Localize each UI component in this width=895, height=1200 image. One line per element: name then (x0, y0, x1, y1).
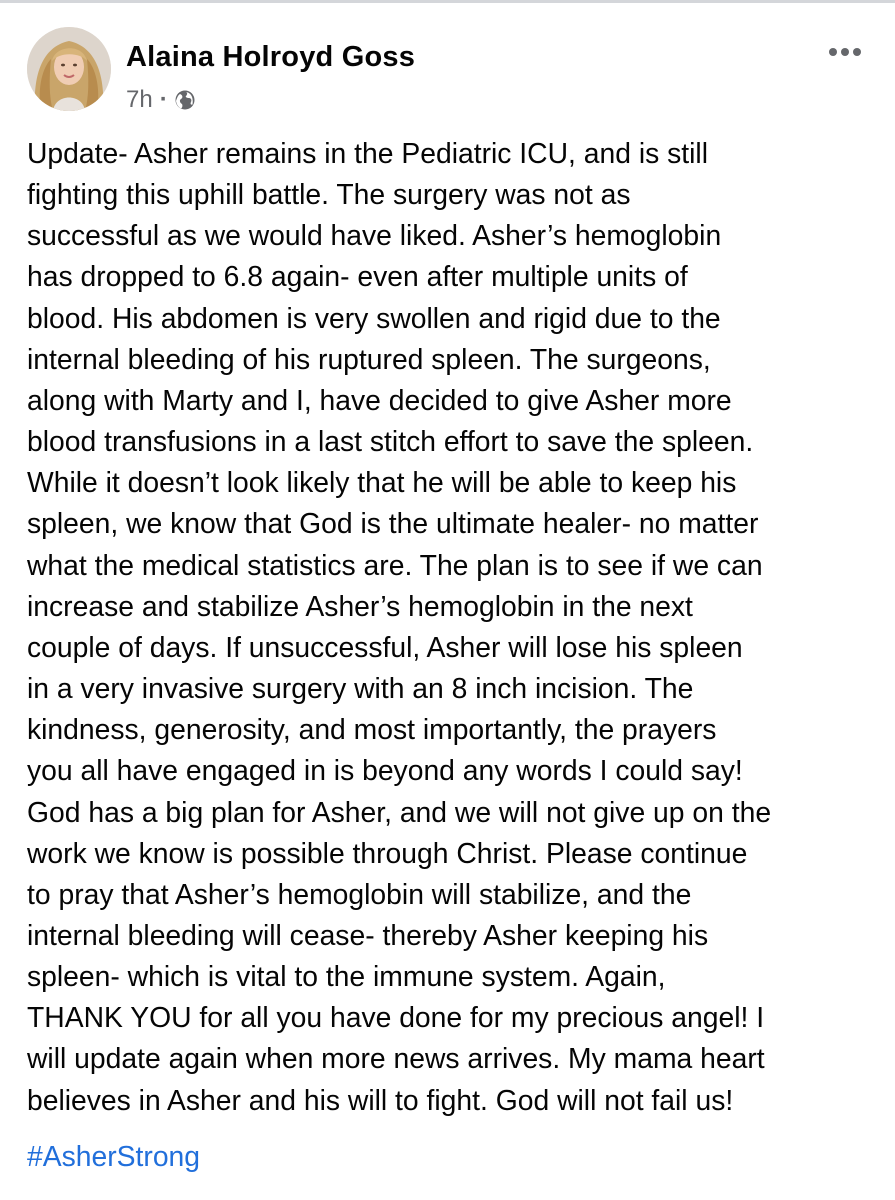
avatar-image (27, 27, 111, 111)
meta-separator: · (159, 86, 168, 113)
hashtag-link[interactable]: #AsherStrong (27, 1140, 201, 1172)
post-text: Update- Asher remains in the Pediatric ICU, and is still fighting this uphill battle. The surgery was not as successful as we would have liked. Asher’s hemoglobin has dropped to 6.8 again- even after multiple units of blood. His abdomen is very swollen and rigid due to the internal bleeding of his ruptured spleen. The surgeons, along with Marty and I, have decided to give Asher more blood transfusions in a last stitch effort to save the spleen. While it doesn’t look likely that he will be able to keep his spleen, we know that God is the ultimate healer- no matter what the medical statistics are. The plan is to see if we can increase and stabilize Asher’s hemoglobin in the next couple of days. If unsuccessful, Asher will lose his spleen in a very invasive surgery with an 8 inch incision. The kindness, generosity, and most importantly, the prayers you all have engaged in is beyond any words I could say! God has a big plan for Asher, and we will not give up on the work we know is possible through Christ. Please continue to pray that Asher’s hemoglobin will stabilize, and the internal bleeding will cease- thereby Asher keeping his spleen- which is vital to the immune system. Again, THANK YOU for all you have done for my precious angel! I will update again when more news arrives. My mama heart believes in Asher and his will to fight. God will not fail us! (27, 137, 772, 1116)
author-name[interactable]: Alaina Holroyd Goss (126, 41, 416, 73)
globe-icon[interactable] (174, 89, 196, 111)
post-meta (126, 85, 196, 115)
avatar[interactable] (27, 27, 111, 111)
more-options-icon[interactable] (823, 37, 867, 67)
post-timestamp[interactable]: 7h (126, 86, 153, 113)
post-header (27, 27, 867, 117)
